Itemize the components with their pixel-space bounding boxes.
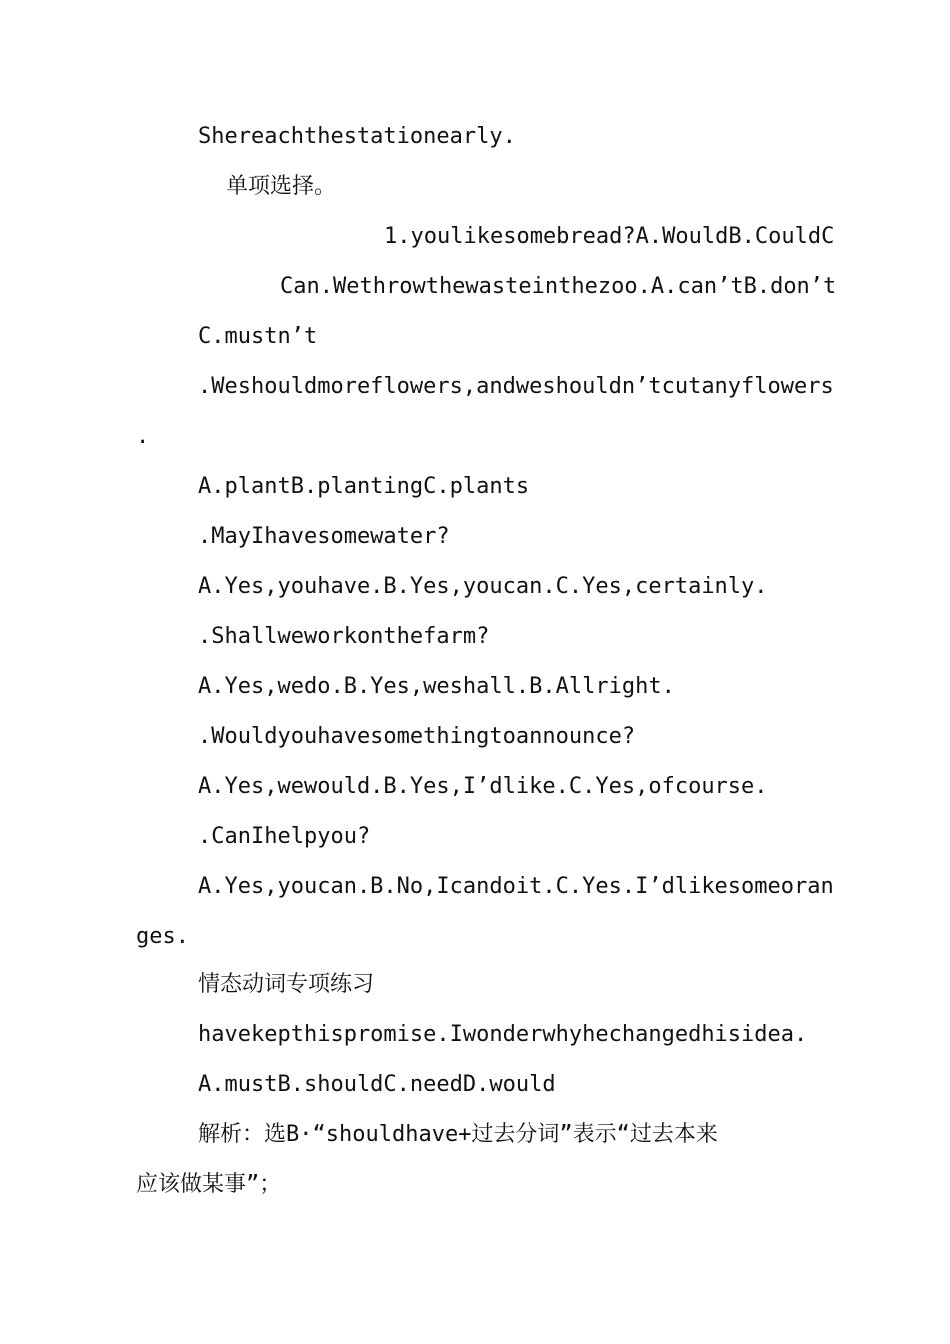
question-line: .Weshouldmoreflowers,andweshouldn’tcutanyflowers <box>198 374 834 399</box>
option-line: A.plantB.plantingC.plants <box>198 474 530 499</box>
question-line: havekepthispromise.Iwonderwhyhechangedhisidea. <box>198 1022 808 1047</box>
explanation-line: 应该做某事”； <box>136 1172 282 1197</box>
question-line: Can.Wethrowthewasteinthezoo.A.can’tB.don’t <box>280 274 837 299</box>
option-line: A.Yes,youhave.B.Yes,youcan.C.Yes,certainly. <box>198 574 768 599</box>
text-line: . <box>136 424 150 449</box>
text-line: Shereachthestationearly. <box>198 124 516 149</box>
text-line: ges. <box>136 924 189 949</box>
explanation-line: 解析：选B·“shouldhave+过去分词”表示“过去本来 <box>198 1122 718 1147</box>
question-line: 1.youlikesomebread?A.WouldB.CouldC <box>384 224 835 249</box>
option-line: A.mustB.shouldC.needD.would <box>198 1072 556 1097</box>
option-line: C.mustn’t <box>198 324 318 349</box>
question-line: .Shallweworkonthefarm? <box>198 624 490 649</box>
section-heading: 单项选择。 <box>226 174 337 199</box>
option-line: A.Yes,youcan.B.No,Icandoit.C.Yes.I’dlikesomeoran <box>198 874 834 899</box>
question-line: .CanIhelpyou? <box>198 824 371 849</box>
option-line: A.Yes,wedo.B.Yes,weshall.B.Allright. <box>198 674 675 699</box>
question-line: .Wouldyouhavesomethingtoannounce? <box>198 724 636 749</box>
question-line: .MayIhavesomewater? <box>198 524 450 549</box>
section-heading: 情态动词专项练习 <box>198 972 375 997</box>
option-line: A.Yes,wewould.B.Yes,I’dlike.C.Yes,ofcourse. <box>198 774 768 799</box>
